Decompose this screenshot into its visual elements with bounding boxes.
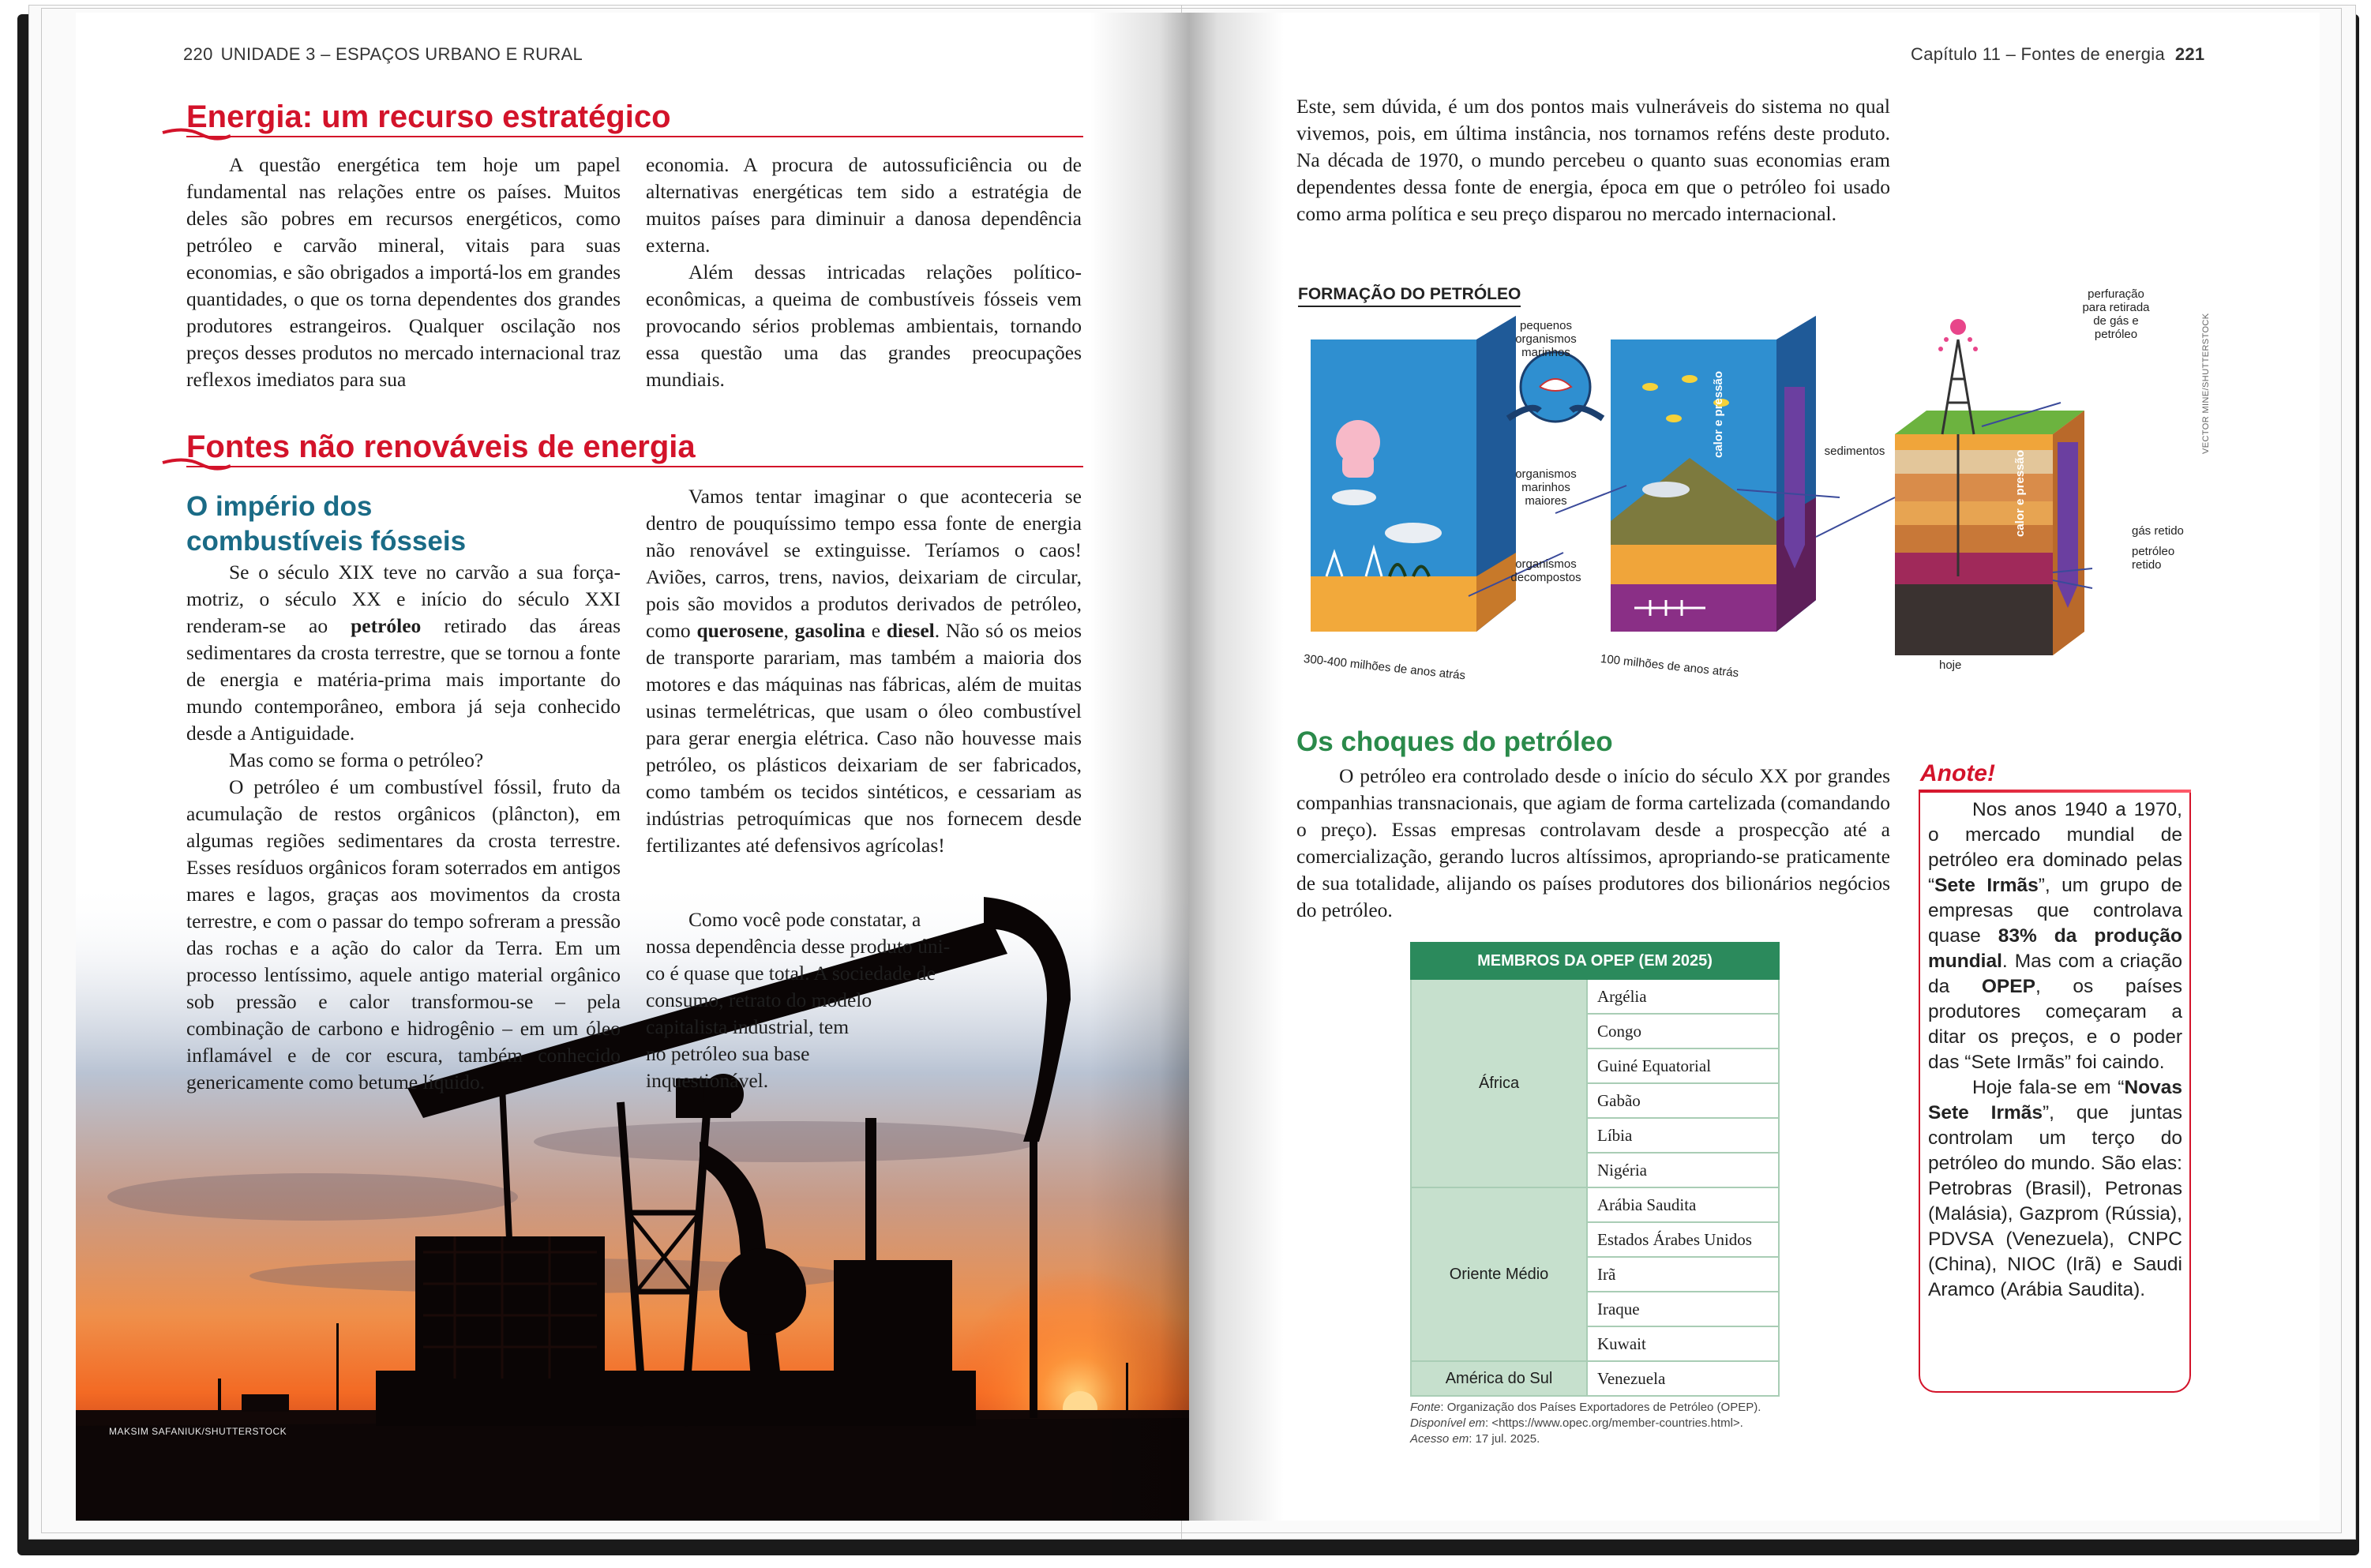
label-line: decompostos — [1510, 571, 1581, 584]
text-run: Vamos tentar imaginar o que aconteceria se dentro de pouquíssimo tempo essa fonte de energia não renovável se extinguisse. Teríamos o caos! Aviões, carros, trens, navios, deixariam de circular, pois são movidos a produtos derivados de petróleo, como — [646, 485, 1082, 642]
label-line: pequenos — [1520, 319, 1572, 332]
label-line: retido — [2132, 558, 2162, 572]
shocks-paragraph — [1296, 763, 1890, 924]
magnifier-plankton — [1508, 352, 1603, 422]
text-run: Se o século XIX teve no carvão a sua força-motriz, o século XX e início do século XXI renderam-se ao — [186, 561, 621, 637]
paragraph: O petróleo é um combustível fóssil, fruto da acumulação de restos orgânicos (plâncton), em algumas regiões sedimentares da crosta terrestre. Esses resíduos orgânicos foram soterrados em antigos mares e lagos, graças aos movimentos da crosta terrestre, e com o passar do tempo sofreram a pressão das rochas e a ação do calor da Terra. Em um processo lentíssimo, aquele antigo material orgânico sob pressão e calor transformou-se – pela combinação de carbono e hidrogênio – em um óleo inflamável e de cor escura, também conhecido genericamente como betume líquido. — [186, 775, 621, 1093]
label-time-1: 300-400 milhões de anos atrás — [1303, 652, 1466, 683]
label-line: petróleo — [2094, 328, 2138, 341]
anote-label: Anote! — [1920, 760, 1995, 786]
country-cell: Venezuela — [1587, 1361, 1779, 1396]
source-text: : <https://www.opec.org/member-countries.html>. — [1485, 1416, 1743, 1430]
paragraph — [186, 559, 621, 747]
country-cell: Guiné Equatorial — [1587, 1048, 1779, 1083]
keyword: OPEP — [1981, 976, 2035, 997]
shocks-title: Os choques do petróleo — [1296, 726, 1613, 757]
label-heat-pressure-1: calor e pressão — [1712, 370, 1725, 458]
subsection-title-line: O império dos — [186, 491, 373, 522]
text-line: co é quase que total. A sociedade de — [646, 962, 936, 985]
source-line — [1410, 1416, 1789, 1431]
label-small-organisms — [1499, 319, 1593, 359]
paragraph — [646, 483, 1082, 859]
section-rule-2 — [186, 466, 1083, 467]
paragraph: Mas como se forma o petróleo? — [229, 748, 484, 771]
label-line: de gás e — [2093, 314, 2139, 328]
text-run: . Não só os meios de transporte parariam, mas também a maioria dos motores e das máquinas nas fábricas, além de muitas usinas termelétricas, que usam o óleo combustível para gerar energia elétrica. Caso não houvesse mais petróleo, os plásticos deixariam de ser fabricados, como também os tecidos sintéticos, e cessariam as indústrias petroquímicas que nos fornecem desde fertilizantes até defensivos agrícolas! — [646, 619, 1082, 857]
label-heat-pressure-2: calor e pressão — [2013, 449, 2027, 537]
label-line: perfuração — [2088, 287, 2144, 301]
country-cell: Líbia — [1587, 1118, 1779, 1153]
label-line: maiores — [1525, 494, 1567, 508]
label-drilling — [2069, 287, 2163, 341]
block-today — [1895, 319, 2084, 655]
country-cell: Estados Árabes Unidos — [1587, 1222, 1779, 1257]
table-row — [1411, 1187, 1779, 1222]
source-line — [1410, 1431, 1789, 1447]
section2-column-2 — [646, 483, 1082, 859]
region-cell: África — [1411, 979, 1587, 1187]
page-number-right: 221 — [2174, 44, 2205, 64]
swoosh-ornament-1 — [161, 126, 232, 144]
anote-text — [1928, 797, 2182, 1303]
text-run: ”, que juntas controlam um terço do petróleo do mundo. São elas: Petrobras (Brasil), Petronas (Malásia), Gazprom (Rússia), PDVSA (Venezuela), CNPC (China), NIOC (Irã) e Saudi Aramco (Arábia Saudita). — [1928, 1102, 2182, 1300]
region-cell: América do Sul — [1411, 1361, 1587, 1396]
label-larger-organisms — [1503, 467, 1589, 508]
label-oil — [2132, 545, 2174, 572]
label-line: para retirada — [2082, 301, 2150, 314]
label-line: organismos — [1515, 332, 1577, 346]
country-cell: Irã — [1587, 1257, 1779, 1292]
swoosh-ornament-2 — [161, 456, 232, 474]
page-number-left: 220 — [183, 44, 213, 64]
paragraph — [1928, 797, 2182, 1075]
text-line: no petróleo sua base — [646, 1042, 810, 1065]
subsection-title — [186, 490, 466, 559]
section1-column-2 — [646, 152, 1082, 393]
section-rule-1 — [186, 136, 1083, 137]
country-cell: Arábia Saudita — [1587, 1187, 1779, 1222]
paragraph — [1928, 1075, 2182, 1303]
text-line: consumo, retrato do modelo — [646, 988, 872, 1011]
diagram-credit: VECTOR MINE/SHUTTERSTOCK — [2201, 313, 2211, 454]
keyword: Sete Irmãs — [1934, 875, 2039, 896]
text-line: inquestionável. — [646, 1069, 769, 1092]
section2-column-2-wrap — [646, 906, 1082, 1094]
table-header-row — [1411, 943, 1779, 979]
country-cell: Nigéria — [1587, 1153, 1779, 1187]
text-run: Nos anos 1940 a 1970, o mercado mundial de petróleo era dominado pelas “ — [1928, 799, 2182, 896]
label-sediments: sedimentos — [1824, 445, 1885, 458]
table-source — [1410, 1400, 1789, 1447]
label-time-3: hoje — [1939, 658, 1962, 672]
source-label: Disponível em — [1410, 1416, 1486, 1430]
keyword-petroleo: petróleo — [351, 614, 422, 637]
label-time-2: 100 milhões de anos atrás — [1600, 652, 1739, 681]
text-run: . Mas com a criação da — [1928, 951, 2182, 997]
country-cell: Gabão — [1587, 1083, 1779, 1118]
section-title-energia: Energia: um recurso estratégico — [186, 99, 671, 134]
paragraph: Este, sem dúvida, é um dos pontos mais vulneráveis do sistema no qual vivemos, pois, em última instância, nos tornamos reféns deste produto. Na década de 1970, o mundo percebeu o quanto suas economias eram dependentes dessa fonte de energia, época em que o petróleo foi usado como arma política e seu preço disparou no mercado internacional. — [1296, 95, 1890, 225]
source-text: : Organização dos Países Exportadores de Petróleo (OPEP). — [1440, 1401, 1761, 1414]
intro-paragraph — [1296, 93, 1890, 227]
source-text: : 17 jul. 2025. — [1469, 1432, 1540, 1446]
text-line: capitalista industrial, tem — [646, 1015, 850, 1038]
table-row — [1411, 1361, 1779, 1396]
text-run: , os países produtores começaram a ditar os preços, e o poder das “Sete Irmãs” foi caindo. — [1928, 976, 2183, 1073]
section1-column-1 — [186, 152, 621, 393]
label-line: organismos — [1515, 557, 1577, 571]
unit-title: UNIDADE 3 – ESPAÇOS URBANO E RURAL — [220, 44, 583, 64]
keyword: Novas Sete Irmãs — [1928, 1077, 2182, 1123]
region-cell: Oriente Médio — [1411, 1187, 1587, 1361]
label-line: petróleo — [2132, 545, 2175, 558]
text-line: nossa dependência desse produto úni- — [646, 935, 951, 958]
country-cell: Argélia — [1587, 979, 1779, 1014]
keyword: diesel — [886, 619, 935, 642]
keyword: 83% da produção mundial — [1928, 925, 2183, 972]
running-head-left — [183, 44, 583, 65]
paragraph: O petróleo era controlado desde o início do século XX por grandes companhias transnacionais, que agiam de forma cartelizada (comandando o preço). Essas empresas controlavam desde a prospecção até a comercialização, gerando lucros altíssimos, apropriando-se praticamente de sua totalidade, alijando os países produtores dos bilionários negócios do petróleo. — [1296, 764, 1890, 921]
running-head-right — [1911, 44, 2212, 65]
label-decomposed — [1503, 557, 1589, 584]
photo-credit: MAKSIM SAFANIUK/SHUTTERSTOCK — [109, 1426, 287, 1437]
paragraph: Além dessas intricadas relações político-econômicas, a queima de combustíveis fósseis vem provocando sérios problemas ambientais, tornando essa questão uma das grandes preocupações mundiais. — [646, 261, 1082, 391]
text-run: retirado das áreas sedimentares da crosta terrestre, que se tornou a fonte de energia e matéria-prima mais importante do mundo contemporâneo, embora já seja conhecido desde a Antiguidade. — [186, 614, 621, 745]
text-run: ”, um grupo de empresas que controlava quase — [1928, 875, 2182, 947]
opep-members-table — [1410, 942, 1780, 1397]
keyword: querosene — [696, 619, 784, 642]
label-line: marinhos — [1521, 481, 1570, 494]
text-run: e — [865, 619, 887, 642]
block-ancient-sea — [1311, 316, 1516, 632]
source-label: Fonte — [1410, 1401, 1441, 1414]
text-line: Como você pode constatar, a — [688, 908, 921, 931]
source-line — [1410, 1400, 1789, 1416]
section2-column-1 — [186, 559, 621, 1096]
paragraph: A questão energética tem hoje um papel fundamental nas relações entre os países. Muitos deles são pobres em recursos energéticos, como petróleo e carvão mineral, vitais para suas economias, e são obrigados a importá-los em grandes quantidades, o que os torna dependentes dos grandes produtores estrangeiros. Qualquer oscilação nos preços desses produtos no mercado internacional traz reflexos imediatos para sua — [186, 153, 621, 391]
text-run: Hoje fala-se em “ — [1972, 1077, 2125, 1098]
petroleum-formation-diagram — [1295, 316, 2211, 687]
label-line: organismos — [1515, 467, 1577, 481]
table-row — [1411, 979, 1779, 1014]
subsection-title-line: combustíveis fósseis — [186, 526, 467, 557]
chapter-title: Capítulo 11 – Fontes de energia — [1911, 44, 2165, 64]
table-header: MEMBROS DA OPEP (EM 2025) — [1411, 943, 1779, 979]
text-run: , — [783, 619, 795, 642]
block-sediment — [1611, 316, 1816, 632]
country-cell: Kuwait — [1587, 1326, 1779, 1361]
country-cell: Iraque — [1587, 1292, 1779, 1326]
keyword: gasolina — [794, 619, 865, 642]
diagram-title: FORMAÇÃO DO PETRÓLEO — [1298, 285, 1521, 307]
source-label: Acesso em — [1410, 1432, 1469, 1446]
section-title-fontes: Fontes não renováveis de energia — [186, 430, 696, 464]
label-gas: gás retido — [2132, 524, 2184, 538]
paragraph: economia. A procura de autossuficiência ou de alternativas energéticas tem sido a estratégia de muitos países para diminuir a danosa dependência externa. — [646, 153, 1082, 257]
country-cell: Congo — [1587, 1014, 1779, 1048]
label-line: marinhos — [1521, 346, 1570, 359]
